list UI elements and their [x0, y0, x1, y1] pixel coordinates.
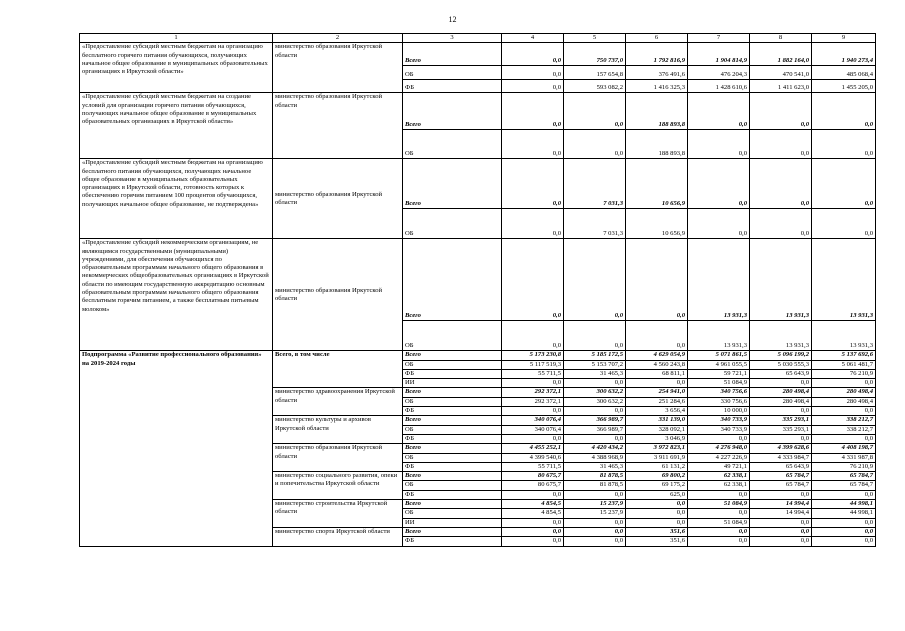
executor-cell: министерство культуры и архивов Иркутской области — [273, 416, 403, 444]
amount-cell: 80 675,7 — [502, 472, 564, 481]
amount-cell: 625,0 — [626, 490, 688, 499]
amount-cell: 0,0 — [812, 407, 876, 416]
column-number-7: 7 — [688, 34, 750, 43]
funding-source: Всего — [403, 93, 502, 130]
amount-cell: 157 654,8 — [564, 66, 626, 80]
amount-cell: 338 212,7 — [812, 416, 876, 425]
amount-cell: 351,6 — [626, 537, 688, 546]
amount-cell: 0,0 — [812, 527, 876, 536]
amount-cell: 0,0 — [688, 537, 750, 546]
amount-cell: 5 137 692,6 — [812, 351, 876, 360]
funding-source: ИИ — [403, 379, 502, 388]
amount-cell: 4 331 987,8 — [812, 453, 876, 462]
funding-source: ФБ — [403, 369, 502, 378]
executor-cell: министерство спорта Иркутской области — [273, 527, 403, 546]
funding-source: Всего — [403, 159, 502, 209]
amount-cell: 51 084,9 — [688, 518, 750, 527]
amount-cell: 76 210,9 — [812, 369, 876, 378]
amount-cell: 81 878,5 — [564, 472, 626, 481]
amount-cell: 750 737,0 — [564, 43, 626, 66]
amount-cell: 340 076,4 — [502, 425, 564, 434]
amount-cell: 1 792 816,9 — [626, 43, 688, 66]
funding-source: ОБ — [403, 453, 502, 462]
funding-source: Всего — [403, 444, 502, 453]
amount-cell: 0,0 — [502, 80, 564, 93]
amount-cell: 4 560 243,8 — [626, 360, 688, 369]
column-number-3: 3 — [403, 34, 502, 43]
amount-cell: 5 153 707,2 — [564, 360, 626, 369]
amount-cell: 0,0 — [502, 209, 564, 239]
amount-cell: 49 721,1 — [688, 462, 750, 471]
amount-cell: 476 204,3 — [688, 66, 750, 80]
amount-cell: 0,0 — [502, 407, 564, 416]
amount-cell: 0,0 — [688, 490, 750, 499]
amount-cell: 0,0 — [750, 490, 812, 499]
amount-cell: 7 031,3 — [564, 159, 626, 209]
amount-cell: 4 388 968,9 — [564, 453, 626, 462]
amount-cell: 4 854,5 — [502, 509, 564, 518]
amount-cell: 5 185 172,5 — [564, 351, 626, 360]
amount-cell: 61 131,2 — [626, 462, 688, 471]
amount-cell: 14 994,4 — [750, 509, 812, 518]
funding-source: ОБ — [403, 397, 502, 406]
amount-cell: 13 931,3 — [688, 321, 750, 351]
amount-cell: 328 092,1 — [626, 425, 688, 434]
amount-cell: 4 227 226,9 — [688, 453, 750, 462]
amount-cell: 0,0 — [750, 407, 812, 416]
amount-cell: 0,0 — [812, 159, 876, 209]
amount-cell: 0,0 — [502, 527, 564, 536]
amount-cell: 376 491,6 — [626, 66, 688, 80]
amount-cell: 0,0 — [688, 159, 750, 209]
amount-cell: 7 031,3 — [564, 209, 626, 239]
amount-cell: 44 998,1 — [812, 509, 876, 518]
executor-cell: министерство здравоохранения Иркутской области — [273, 388, 403, 416]
amount-cell: 76 210,9 — [812, 462, 876, 471]
amount-cell: 280 498,4 — [750, 388, 812, 397]
amount-cell: 0,0 — [688, 209, 750, 239]
funding-source: ФБ — [403, 80, 502, 93]
amount-cell: 251 284,6 — [626, 397, 688, 406]
executor-cell: министерство образования Иркутской области — [273, 444, 403, 472]
amount-cell: 4 399 540,6 — [502, 453, 564, 462]
program-row — [80, 351, 876, 360]
amount-cell: 0,0 — [564, 239, 626, 321]
funding-source: ФБ — [403, 434, 502, 443]
amount-cell: 51 084,9 — [688, 379, 750, 388]
amount-cell: 292 372,1 — [502, 388, 564, 397]
amount-cell: 0,0 — [564, 407, 626, 416]
funding-source: ОБ — [403, 425, 502, 434]
amount-cell: 340 076,4 — [502, 416, 564, 425]
amount-cell: 4 276 948,0 — [688, 444, 750, 453]
funding-source: Всего — [403, 472, 502, 481]
amount-cell: 330 756,6 — [688, 397, 750, 406]
amount-cell: 3 911 691,9 — [626, 453, 688, 462]
amount-cell: 65 784,7 — [750, 472, 812, 481]
amount-cell: 5 117 519,3 — [502, 360, 564, 369]
amount-cell: 0,0 — [750, 527, 812, 536]
amount-cell: 188 893,8 — [626, 93, 688, 130]
executor-cell: министерство образования Иркутской области — [273, 43, 403, 93]
funding-source: Всего — [403, 388, 502, 397]
amount-cell: 0,0 — [502, 434, 564, 443]
amount-cell: 0,0 — [688, 93, 750, 130]
amount-cell: 68 811,1 — [626, 369, 688, 378]
amount-cell: 0,0 — [502, 43, 564, 66]
funding-source: ФБ — [403, 407, 502, 416]
amount-cell: 0,0 — [750, 130, 812, 159]
measure-row — [80, 43, 876, 66]
funding-source: ФБ — [403, 537, 502, 546]
amount-cell: 0,0 — [750, 537, 812, 546]
amount-cell: 3 046,9 — [626, 434, 688, 443]
amount-cell: 254 941,0 — [626, 388, 688, 397]
amount-cell: 1 940 273,4 — [812, 43, 876, 66]
amount-cell: 62 338,1 — [688, 472, 750, 481]
amount-cell: 335 293,1 — [750, 425, 812, 434]
amount-cell: 0,0 — [564, 537, 626, 546]
amount-cell: 10 000,0 — [688, 407, 750, 416]
amount-cell: 0,0 — [502, 130, 564, 159]
column-number-8: 8 — [750, 34, 812, 43]
amount-cell: 5 030 555,3 — [750, 360, 812, 369]
amount-cell: 1 904 814,9 — [688, 43, 750, 66]
amount-cell: 188 893,8 — [626, 130, 688, 159]
amount-cell: 0,0 — [688, 509, 750, 518]
amount-cell: 485 068,4 — [812, 66, 876, 80]
amount-cell: 0,0 — [626, 379, 688, 388]
measure-description: «Предоставление субсидий местным бюджетам на создание условий для организации горячего питания обучающихся, получающих начальное общее образование в муниципальных образовательных организациях в Иркутской области» — [80, 93, 273, 159]
amount-cell: 0,0 — [812, 490, 876, 499]
amount-cell: 280 498,4 — [812, 397, 876, 406]
amount-cell: 65 643,9 — [750, 369, 812, 378]
column-number-9: 9 — [812, 34, 876, 43]
amount-cell: 3 972 823,1 — [626, 444, 688, 453]
funding-source: ОБ — [403, 509, 502, 518]
amount-cell: 80 675,7 — [502, 481, 564, 490]
executor-cell: Всего, в том числе — [273, 351, 403, 388]
amount-cell: 81 878,5 — [564, 481, 626, 490]
amount-cell: 280 498,4 — [812, 388, 876, 397]
amount-cell: 10 656,9 — [626, 159, 688, 209]
amount-cell: 4 455 252,1 — [502, 444, 564, 453]
amount-cell: 0,0 — [750, 159, 812, 209]
budget-table — [79, 33, 876, 547]
amount-cell: 0,0 — [750, 93, 812, 130]
amount-cell: 55 711,5 — [502, 462, 564, 471]
funding-source: Всего — [403, 416, 502, 425]
amount-cell: 0,0 — [812, 537, 876, 546]
amount-cell: 59 721,1 — [688, 369, 750, 378]
amount-cell: 5 096 199,2 — [750, 351, 812, 360]
amount-cell: 1 428 610,6 — [688, 80, 750, 93]
funding-source: ФБ — [403, 490, 502, 499]
amount-cell: 0,0 — [626, 321, 688, 351]
funding-source: ОБ — [403, 360, 502, 369]
amount-cell: 1 411 623,0 — [750, 80, 812, 93]
amount-cell: 5 071 861,5 — [688, 351, 750, 360]
amount-cell: 13 931,3 — [812, 239, 876, 321]
subprogram-title: Подпрограмма «Развитие профессионального образования» на 2019-2024 годы — [80, 351, 273, 546]
amount-cell: 0,0 — [564, 490, 626, 499]
funding-source: Всего — [403, 527, 502, 536]
amount-cell: 4 408 198,7 — [812, 444, 876, 453]
amount-cell: 280 498,4 — [750, 397, 812, 406]
amount-cell: 55 711,5 — [502, 369, 564, 378]
amount-cell: 4 420 434,2 — [564, 444, 626, 453]
funding-source: ОБ — [403, 66, 502, 80]
funding-source: Всего — [403, 500, 502, 509]
amount-cell: 338 212,7 — [812, 425, 876, 434]
amount-cell: 31 465,3 — [564, 462, 626, 471]
amount-cell: 13 931,3 — [688, 239, 750, 321]
column-number-6: 6 — [626, 34, 688, 43]
page-number: 12 — [448, 15, 457, 24]
amount-cell: 0,0 — [502, 321, 564, 351]
amount-cell: 4 961 055,5 — [688, 360, 750, 369]
amount-cell: 331 139,0 — [626, 416, 688, 425]
amount-cell: 0,0 — [502, 159, 564, 209]
column-number-4: 4 — [502, 34, 564, 43]
measure-row — [80, 159, 876, 209]
amount-cell: 62 338,1 — [688, 481, 750, 490]
executor-cell: министерство образования Иркутской области — [273, 159, 403, 239]
amount-cell: 13 931,3 — [750, 239, 812, 321]
amount-cell: 14 994,4 — [750, 500, 812, 509]
executor-cell: министерство строительства Иркутской области — [273, 500, 403, 528]
funding-source: ФБ — [403, 462, 502, 471]
amount-cell: 31 465,3 — [564, 369, 626, 378]
funding-source: Всего — [403, 239, 502, 321]
amount-cell: 0,0 — [812, 130, 876, 159]
amount-cell: 69 175,2 — [626, 481, 688, 490]
header-row — [80, 34, 876, 43]
amount-cell: 15 237,9 — [564, 509, 626, 518]
amount-cell: 0,0 — [688, 527, 750, 536]
amount-cell: 1 882 164,0 — [750, 43, 812, 66]
amount-cell: 1 416 325,3 — [626, 80, 688, 93]
amount-cell: 340 733,9 — [688, 416, 750, 425]
amount-cell: 300 632,2 — [564, 397, 626, 406]
amount-cell: 3 656,4 — [626, 407, 688, 416]
funding-source: ИИ — [403, 518, 502, 527]
amount-cell: 351,6 — [626, 527, 688, 536]
amount-cell: 0,0 — [626, 239, 688, 321]
measure-description: «Предоставление субсидий местным бюджетам на организацию бесплатного питания обучающихся, получающих начальное общее образование в муниципальных образовательных организациях в Иркутской области, готовность которых к обеспечению горячим питанием 100 процентов обучающихся, получающих начальное общее образование, не подтверждена» — [80, 159, 273, 239]
amount-cell: 0,0 — [502, 490, 564, 499]
amount-cell: 15 237,9 — [564, 500, 626, 509]
amount-cell: 0,0 — [750, 434, 812, 443]
amount-cell: 5 061 481,7 — [812, 360, 876, 369]
funding-source: Всего — [403, 43, 502, 66]
amount-cell: 593 082,2 — [564, 80, 626, 93]
executor-cell: министерство образования Иркутской области — [273, 93, 403, 159]
executor-cell: министерство социального развития, опеки и попечительства Иркутской области — [273, 472, 403, 500]
funding-source: ОБ — [403, 321, 502, 351]
amount-cell: 65 784,7 — [812, 472, 876, 481]
amount-cell: 13 931,3 — [812, 321, 876, 351]
measure-description: «Предоставление субсидий некоммерческим организациям, не являющимся государственными (муниципальными) учреждениями, для обеспечения обучающихся по образовательным программам начального общего образования в некоммерческих общеобразовательных организациях в Иркутской области по имеющим государственную аккредитацию основным образовательным программам начального общего образования бесплатным горячим питанием, а также бесплатным питьевым молоком» — [80, 239, 273, 351]
funding-source: ОБ — [403, 481, 502, 490]
amount-cell: 0,0 — [564, 93, 626, 130]
amount-cell: 340 733,9 — [688, 425, 750, 434]
column-number-5: 5 — [564, 34, 626, 43]
amount-cell: 0,0 — [502, 239, 564, 321]
amount-cell: 69 800,2 — [626, 472, 688, 481]
amount-cell: 65 784,7 — [750, 481, 812, 490]
amount-cell: 0,0 — [502, 66, 564, 80]
amount-cell: 1 455 205,0 — [812, 80, 876, 93]
amount-cell: 0,0 — [564, 434, 626, 443]
amount-cell: 0,0 — [812, 434, 876, 443]
amount-cell: 5 173 230,8 — [502, 351, 564, 360]
amount-cell: 0,0 — [812, 518, 876, 527]
amount-cell: 0,0 — [626, 509, 688, 518]
measure-row — [80, 93, 876, 130]
amount-cell: 0,0 — [502, 379, 564, 388]
amount-cell: 0,0 — [564, 130, 626, 159]
amount-cell: 0,0 — [812, 379, 876, 388]
amount-cell: 65 643,9 — [750, 462, 812, 471]
amount-cell: 0,0 — [502, 93, 564, 130]
amount-cell: 0,0 — [626, 500, 688, 509]
amount-cell: 0,0 — [750, 209, 812, 239]
amount-cell: 0,0 — [564, 321, 626, 351]
amount-cell: 0,0 — [564, 379, 626, 388]
amount-cell: 4 333 984,7 — [750, 453, 812, 462]
amount-cell: 0,0 — [688, 434, 750, 443]
amount-cell: 470 541,0 — [750, 66, 812, 80]
amount-cell: 4 854,5 — [502, 500, 564, 509]
amount-cell: 0,0 — [626, 518, 688, 527]
amount-cell: 0,0 — [812, 209, 876, 239]
measure-description: «Предоставление субсидий местным бюджетам на организацию бесплатного горячего питания обучающихся, получающих начальное общее образование в муниципальных образовательных организациях в Иркутской области» — [80, 43, 273, 93]
amount-cell: 4 629 054,9 — [626, 351, 688, 360]
executor-cell: министерство образования Иркутской области — [273, 239, 403, 351]
column-number-2: 2 — [273, 34, 403, 43]
amount-cell: 0,0 — [564, 518, 626, 527]
amount-cell: 292 372,1 — [502, 397, 564, 406]
amount-cell: 366 989,7 — [564, 425, 626, 434]
amount-cell: 4 399 628,6 — [750, 444, 812, 453]
amount-cell: 0,0 — [502, 518, 564, 527]
funding-source: ОБ — [403, 209, 502, 239]
amount-cell: 335 293,1 — [750, 416, 812, 425]
measure-row — [80, 239, 876, 321]
amount-cell: 13 931,3 — [750, 321, 812, 351]
amount-cell: 10 656,9 — [626, 209, 688, 239]
amount-cell: 0,0 — [750, 518, 812, 527]
amount-cell: 340 756,6 — [688, 388, 750, 397]
amount-cell: 65 784,7 — [812, 481, 876, 490]
funding-source: Всего — [403, 351, 502, 360]
amount-cell: 44 998,1 — [812, 500, 876, 509]
column-number-1: 1 — [80, 34, 273, 43]
amount-cell: 0,0 — [812, 93, 876, 130]
funding-source: ОБ — [403, 130, 502, 159]
amount-cell: 0,0 — [564, 527, 626, 536]
amount-cell: 0,0 — [750, 379, 812, 388]
amount-cell: 0,0 — [502, 537, 564, 546]
amount-cell: 0,0 — [688, 130, 750, 159]
amount-cell: 300 632,2 — [564, 388, 626, 397]
amount-cell: 366 989,7 — [564, 416, 626, 425]
amount-cell: 51 084,9 — [688, 500, 750, 509]
